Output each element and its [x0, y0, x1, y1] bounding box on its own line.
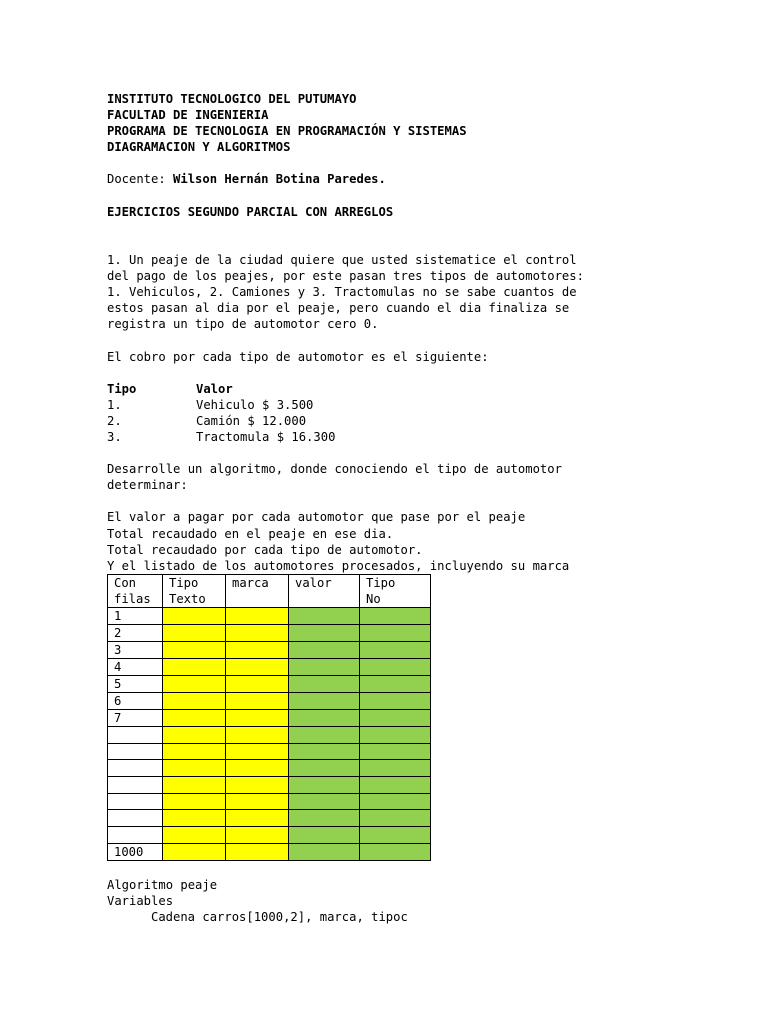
- green-cell: [360, 793, 431, 810]
- header-tipo-no: Tipo No: [360, 574, 431, 607]
- green-cell: [289, 843, 360, 860]
- tarifa-row: [107, 413, 707, 429]
- row-index-cell: 2: [108, 624, 163, 641]
- table-row: [108, 726, 431, 743]
- yellow-cell: [226, 726, 289, 743]
- green-cell: [360, 658, 431, 675]
- table-row: [108, 692, 431, 709]
- yellow-cell: [226, 826, 289, 843]
- row-index-cell: 3: [108, 641, 163, 658]
- row-index-cell: [108, 776, 163, 793]
- table-row: [108, 743, 431, 760]
- algoritmo-title: Algoritmo peaje: [107, 877, 218, 892]
- green-cell: [360, 624, 431, 641]
- green-cell: [289, 692, 360, 709]
- yellow-cell: [226, 692, 289, 709]
- yellow-cell: [226, 658, 289, 675]
- table-row: [108, 826, 431, 843]
- header-con-filas: Con filas: [108, 574, 163, 607]
- tarifa-row: [107, 429, 707, 445]
- yellow-cell: [163, 692, 226, 709]
- requisito-line: Total recaudado en el peaje en ese dia.: [107, 526, 394, 541]
- header-faculty: FACULTAD DE INGENIERIA: [107, 108, 269, 123]
- green-cell: [360, 607, 431, 624]
- yellow-cell: [163, 726, 226, 743]
- yellow-cell: [226, 675, 289, 692]
- instruccion-line: Desarrolle un algoritmo, donde conociendo el tipo de automotor: [107, 462, 562, 477]
- tarifa-head-valor: Valor: [196, 381, 233, 396]
- green-cell: [289, 826, 360, 843]
- yellow-cell: [163, 810, 226, 827]
- row-index-cell: [108, 760, 163, 777]
- yellow-cell: [163, 760, 226, 777]
- green-cell: [289, 793, 360, 810]
- header-institute: INSTITUTO TECNOLOGICO DEL PUTUMAYO: [107, 92, 357, 106]
- green-cell: [360, 760, 431, 777]
- yellow-cell: [163, 826, 226, 843]
- table-row: [108, 810, 431, 827]
- yellow-cell: [163, 709, 226, 726]
- table-row: [108, 641, 431, 658]
- yellow-cell: [226, 843, 289, 860]
- yellow-cell: [163, 675, 226, 692]
- green-cell: [289, 641, 360, 658]
- row-index-cell: [108, 743, 163, 760]
- table-row: [108, 843, 431, 860]
- header-tipo-texto: Tipo Texto: [163, 574, 226, 607]
- yellow-cell: [163, 658, 226, 675]
- green-cell: [360, 692, 431, 709]
- requisito-line: Y el listado de los automotores procesados, incluyendo su marca: [107, 558, 570, 573]
- green-cell: [289, 726, 360, 743]
- problem-line: 1. Un peaje de la ciudad quiere que usted sistematice el control: [107, 252, 577, 267]
- green-cell: [289, 709, 360, 726]
- yellow-cell: [226, 743, 289, 760]
- docente-label: Docente:: [107, 172, 174, 187]
- yellow-cell: [226, 793, 289, 810]
- yellow-cell: [226, 760, 289, 777]
- variables-decl: Cadena carros[1000,2], marca, tipoc: [151, 909, 408, 924]
- row-index-cell: [108, 810, 163, 827]
- yellow-cell: [163, 776, 226, 793]
- table-row: [108, 624, 431, 641]
- row-index-cell: 4: [108, 658, 163, 675]
- table-row: [108, 709, 431, 726]
- green-cell: [360, 675, 431, 692]
- green-cell: [360, 726, 431, 743]
- yellow-cell: [163, 607, 226, 624]
- green-cell: [360, 826, 431, 843]
- green-cell: [360, 810, 431, 827]
- green-cell: [360, 709, 431, 726]
- yellow-cell: [226, 810, 289, 827]
- requisito-line: Total recaudado por cada tipo de automotor.: [107, 542, 423, 557]
- automotores-table: [107, 574, 431, 861]
- cobro-line: El cobro por cada tipo de automotor es el siguiente:: [107, 349, 489, 364]
- green-cell: [289, 675, 360, 692]
- row-index-cell: 1: [108, 607, 163, 624]
- yellow-cell: [163, 624, 226, 641]
- yellow-cell: [163, 641, 226, 658]
- green-cell: [360, 743, 431, 760]
- header-program: PROGRAMA DE TECNOLOGIA EN PROGRAMACIÓN Y SISTEMAS: [107, 124, 467, 139]
- tarifa-header: [107, 381, 707, 397]
- row-index-cell: [108, 793, 163, 810]
- tarifa-valor: Camión $ 12.000: [196, 413, 307, 428]
- docente-line: [107, 171, 707, 187]
- yellow-cell: [226, 709, 289, 726]
- yellow-cell: [226, 776, 289, 793]
- row-index-cell: 5: [108, 675, 163, 692]
- table-row: [108, 760, 431, 777]
- header-valor: valor: [289, 574, 360, 607]
- tarifa-row: [107, 397, 707, 413]
- green-cell: [360, 776, 431, 793]
- table-body: [108, 607, 431, 860]
- problem-line: 1. Vehiculos, 2. Camiones y 3. Tractomulas no se sabe cuantos de: [107, 285, 577, 300]
- table-header-row: [108, 574, 431, 607]
- instruccion-line: determinar:: [107, 478, 188, 493]
- header-course: DIAGRAMACION Y ALGORITMOS: [107, 140, 291, 155]
- variables-label: Variables: [107, 893, 174, 908]
- table-row: [108, 607, 431, 624]
- tarifa-valor: Vehiculo $ 3.500: [196, 397, 314, 412]
- green-cell: [289, 658, 360, 675]
- green-cell: [289, 624, 360, 641]
- row-index-cell: [108, 726, 163, 743]
- row-index-cell: 7: [108, 709, 163, 726]
- tarifa-tipo: 1.: [107, 397, 122, 412]
- green-cell: [289, 743, 360, 760]
- green-cell: [289, 607, 360, 624]
- green-cell: [289, 776, 360, 793]
- table-row: [108, 658, 431, 675]
- yellow-cell: [163, 843, 226, 860]
- tarifa-valor: Tractomula $ 16.300: [196, 429, 336, 444]
- header-marca: marca: [226, 574, 289, 607]
- tarifa-head-tipo: Tipo: [107, 381, 137, 396]
- table-row: [108, 776, 431, 793]
- yellow-cell: [226, 641, 289, 658]
- yellow-cell: [226, 607, 289, 624]
- requisito-line: El valor a pagar por cada automotor que pase por el peaje: [107, 510, 526, 525]
- problem-line: registra un tipo de automotor cero 0.: [107, 317, 379, 332]
- section-title: EJERCICIOS SEGUNDO PARCIAL CON ARREGLOS: [107, 204, 394, 219]
- tarifa-tipo: 3.: [107, 429, 122, 444]
- yellow-cell: [163, 743, 226, 760]
- green-cell: [289, 760, 360, 777]
- green-cell: [289, 810, 360, 827]
- yellow-cell: [163, 793, 226, 810]
- green-cell: [360, 641, 431, 658]
- row-index-cell: [108, 826, 163, 843]
- table-row: [108, 675, 431, 692]
- tarifa-tipo: 2.: [107, 413, 122, 428]
- row-index-cell: 6: [108, 692, 163, 709]
- row-index-cell: 1000: [108, 843, 163, 860]
- green-cell: [360, 843, 431, 860]
- docente-name: Wilson Hernán Botina Paredes.: [173, 172, 386, 187]
- document-page: [107, 91, 707, 925]
- yellow-cell: [226, 624, 289, 641]
- table-row: [108, 793, 431, 810]
- problem-line: del pago de los peajes, por este pasan tres tipos de automotores:: [107, 269, 584, 284]
- problem-line: estos pasan al dia por el peaje, pero cuando el dia finaliza se: [107, 301, 570, 316]
